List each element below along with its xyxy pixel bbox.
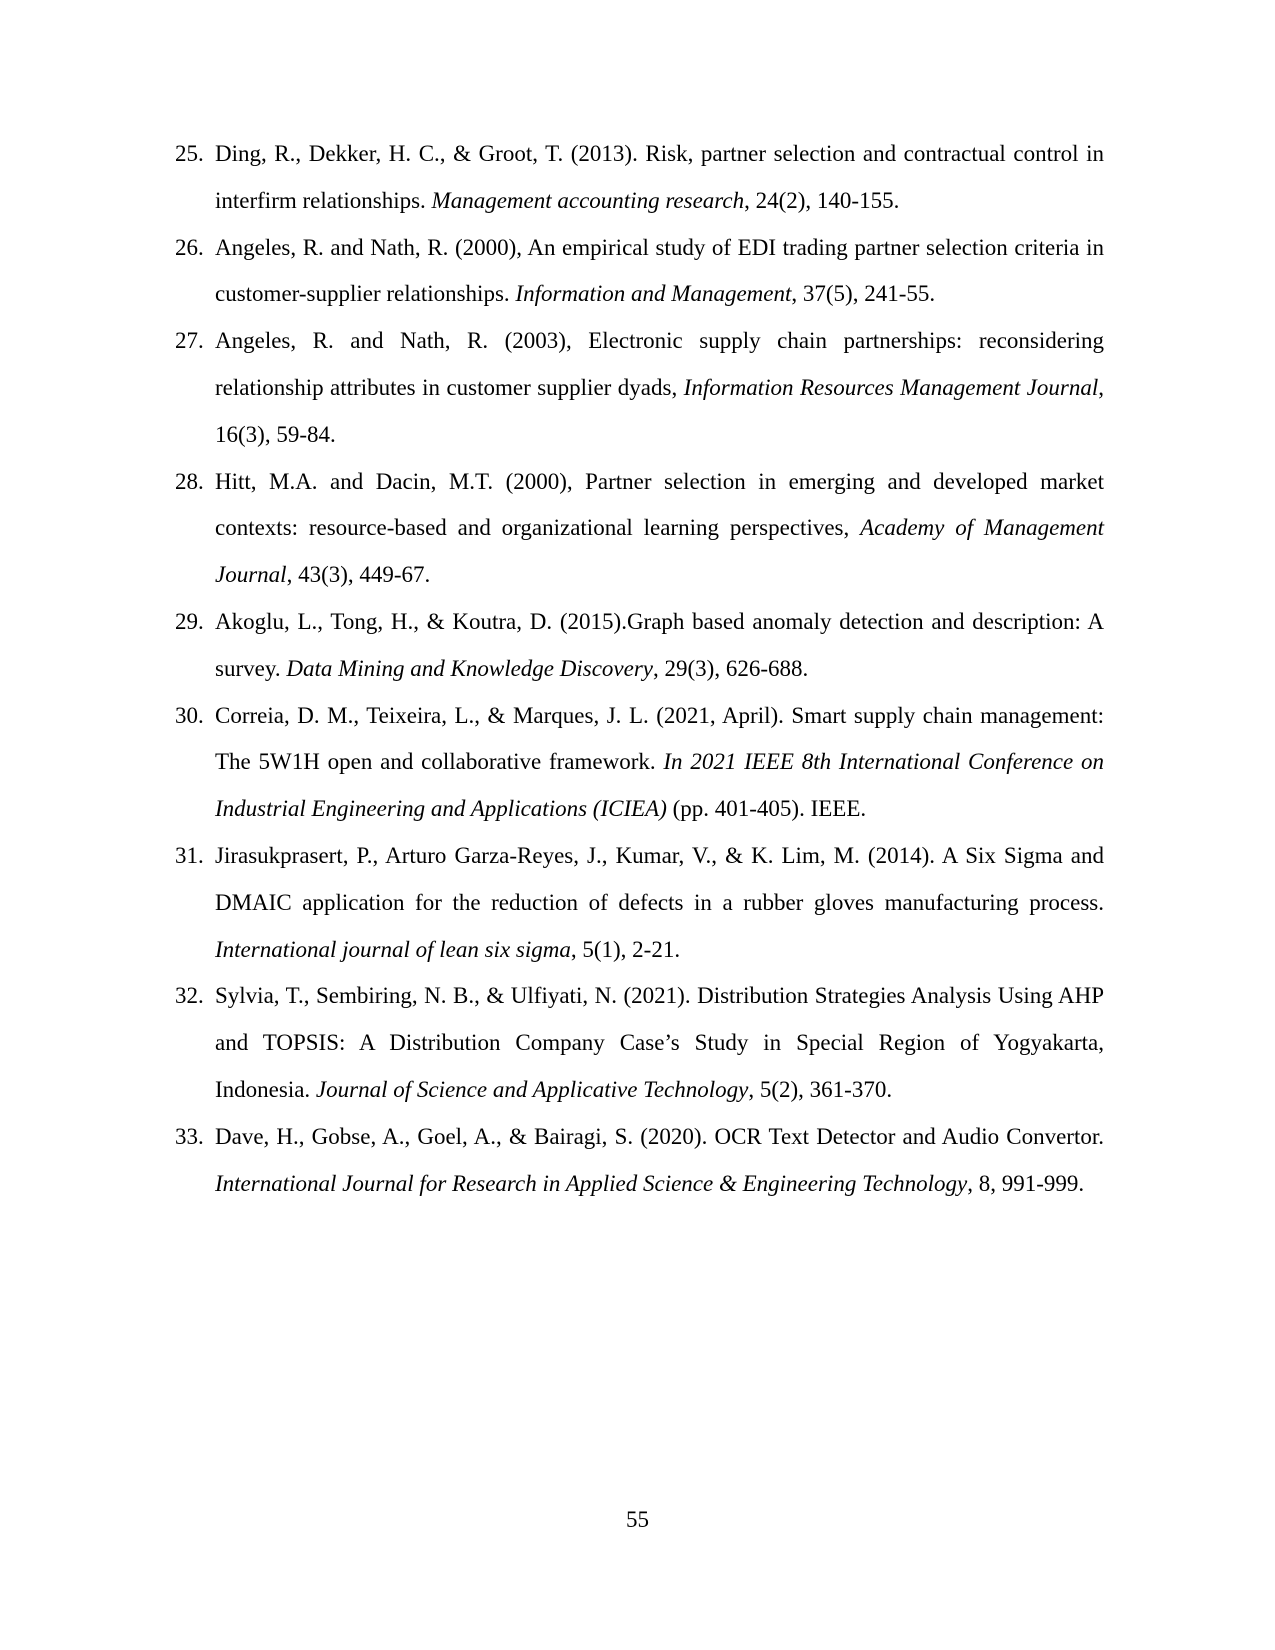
page-number: 55	[626, 1507, 649, 1532]
reference-item	[175, 459, 1104, 599]
reference-item	[175, 318, 1104, 458]
reference-text: Sylvia, T., Sembiring, N. B., & Ulfiyati, N. (2021). Distribution Strategies Analysis Using AHP and TOPSIS: A Distribution Company Case’s Study in Special Region of Yogyakarta, Indonesia. Journal of Science and Applicative Technology, 5(2), 361-370.	[215, 983, 1104, 1102]
reference-number: 27.	[175, 328, 204, 354]
reference-item	[175, 693, 1104, 833]
reference-text: Angeles, R. and Nath, R. (2003), Electronic supply chain partnerships: reconsidering relationship attributes in customer supplier dyads, Information Resources Management Journal, 16(3), 59-84.	[215, 328, 1104, 447]
reference-item	[175, 131, 1104, 225]
reference-number: 31.	[175, 842, 204, 868]
reference-text: Correia, D. M., Teixeira, L., & Marques, J. L. (2021, April). Smart supply chain management: The 5W1H open and collaborative framework. In 2021 IEEE 8th International Conference on Industrial Engineering and Applications (ICIEA) (pp. 401-405). IEEE.	[215, 702, 1104, 822]
reference-number: 29.	[175, 608, 204, 634]
reference-list	[175, 131, 1104, 1207]
reference-text: Hitt, M.A. and Dacin, M.T. (2000), Partner selection in emerging and developed market contexts: resource-based and organizational learning perspectives, Academy of Management Journal, 43(3), 449-67.	[215, 468, 1104, 588]
reference-item	[175, 225, 1104, 319]
references-section	[175, 131, 1104, 1207]
reference-text: Jirasukprasert, P., Arturo Garza-Reyes, J., Kumar, V., & K. Lim, M. (2014). A Six Sigma and DMAIC application for the reduction of defects in a rubber gloves manufacturing process. International journal of lean six sigma, 5(1), 2-21.	[215, 842, 1104, 962]
reference-item	[175, 599, 1104, 693]
reference-text: Angeles, R. and Nath, R. (2000), An empirical study of EDI trading partner selection criteria in customer-supplier relationships. Information and Management, 37(5), 241-55.	[215, 234, 1104, 307]
reference-number: 30.	[175, 702, 204, 728]
reference-text: Dave, H., Gobse, A., Goel, A., & Bairagi, S. (2020). OCR Text Detector and Audio Convertor. International Journal for Research in Applied Science & Engineering Technology, 8, 991-999.	[215, 1123, 1104, 1196]
reference-item	[175, 973, 1104, 1113]
reference-number: 25.	[175, 141, 204, 166]
reference-number: 32.	[175, 983, 204, 1009]
reference-number: 26.	[175, 234, 204, 260]
reference-text: Ding, R., Dekker, H. C., & Groot, T. (2013). Risk, partner selection and contractual control in interfirm relationships. Management accounting research, 24(2), 140-155.	[215, 141, 1104, 213]
reference-text: Akoglu, L., Tong, H., & Koutra, D. (2015).Graph based anomaly detection and description: A survey. Data Mining and Knowledge Discovery, 29(3), 626-688.	[215, 608, 1104, 681]
reference-number: 28.	[175, 468, 204, 494]
reference-item	[175, 1114, 1104, 1208]
reference-number: 33.	[175, 1123, 204, 1149]
reference-item	[175, 833, 1104, 973]
